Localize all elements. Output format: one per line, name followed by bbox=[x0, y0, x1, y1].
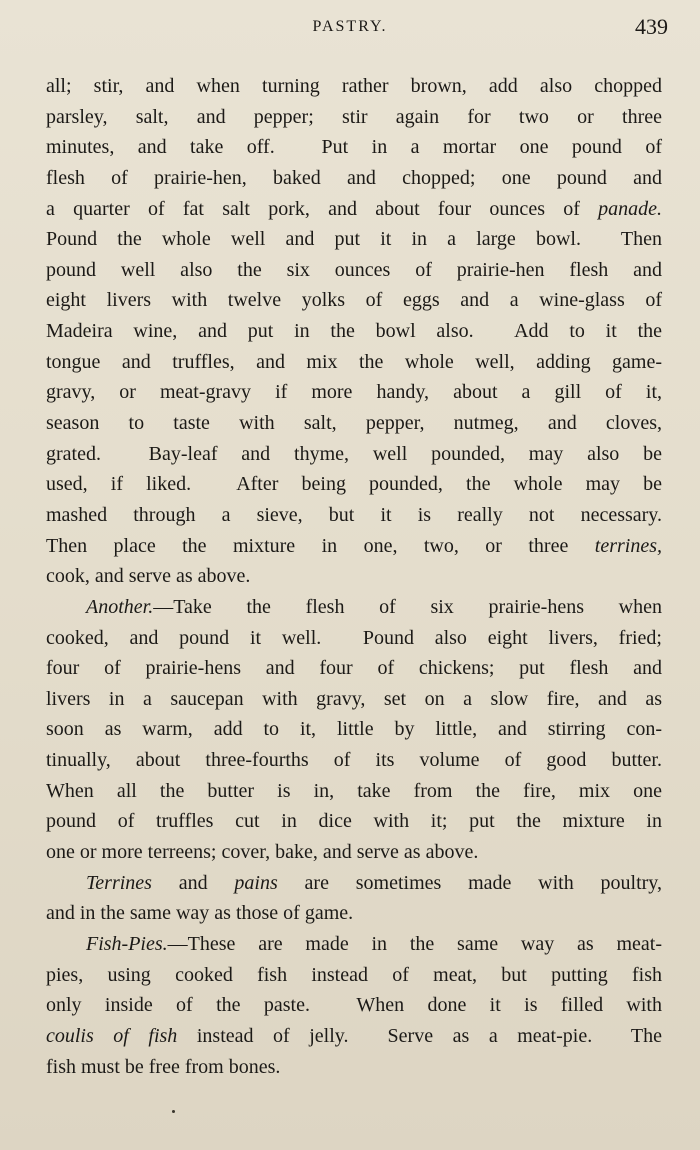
text-line bbox=[46, 960, 662, 991]
text-segment: and bbox=[151, 871, 235, 894]
text-segment: Pound the whole well and put it in a large bowl. Then bbox=[46, 228, 662, 251]
italic-text: terrines, bbox=[594, 534, 662, 557]
italic-text: pains bbox=[234, 871, 278, 894]
text-segment: eight livers with twelve yolks of eggs and a wine-glass of bbox=[46, 289, 662, 312]
text-segment: are sometimes made with poultry, bbox=[277, 871, 662, 894]
text-line bbox=[46, 347, 662, 378]
text-line bbox=[46, 837, 662, 868]
text-line bbox=[46, 408, 662, 439]
text-line bbox=[46, 163, 662, 194]
text-segment: livers in a saucepan with gravy, set on a slow fire, and as bbox=[46, 687, 662, 710]
paper-speck bbox=[172, 1110, 175, 1113]
text-segment: flesh of prairie-hen, baked and chopped; one pound and bbox=[46, 166, 662, 189]
text-line bbox=[46, 745, 662, 776]
text-line bbox=[46, 316, 662, 347]
text-segment: used, if liked. After being pounded, the whole may be bbox=[46, 473, 662, 496]
text-line bbox=[46, 469, 662, 500]
text-segment: all; stir, and when turning rather brown, add also chopped bbox=[46, 75, 662, 97]
text-segment: —Take the flesh of six prairie-hens when bbox=[153, 595, 662, 618]
text-line bbox=[46, 898, 662, 929]
text-line bbox=[46, 439, 662, 470]
italic-text: coulis of fish bbox=[46, 1024, 178, 1047]
running-head: PASTRY. bbox=[312, 18, 388, 35]
text-line bbox=[46, 71, 662, 102]
text-segment: pies, using cooked fish instead of meat, but putting fish bbox=[46, 963, 662, 986]
text-segment: cooked, and pound it well. Pound also eight livers, fried; bbox=[46, 626, 662, 649]
italic-text: Terrines bbox=[86, 871, 152, 894]
text-line bbox=[46, 531, 662, 562]
text-line bbox=[46, 623, 662, 654]
text-segment: parsley, salt, and pepper; stir again for two or three bbox=[46, 105, 662, 128]
text-segment: mashed through a sieve, but it is really not necessary. bbox=[46, 503, 662, 526]
text-segment: Madeira wine, and put in the bowl also. Add to it the bbox=[46, 320, 662, 343]
text-line bbox=[46, 132, 662, 163]
text-segment: When all the butter is in, take from the fire, mix one bbox=[46, 779, 662, 802]
text-line bbox=[46, 684, 662, 715]
text-segment: Then place the mixture in one, two, or three bbox=[46, 534, 595, 557]
text-segment: —These are made in the same way as meat- bbox=[167, 932, 662, 955]
text-segment: fish must be free from bones. bbox=[46, 1055, 281, 1078]
italic-text: Fish-Pies. bbox=[86, 932, 168, 955]
text-line bbox=[46, 194, 662, 225]
text-line bbox=[46, 776, 662, 807]
text-segment: grated. Bay-leaf and thyme, well pounded, may also be bbox=[46, 442, 662, 465]
text-segment: one or more terreens; cover, bake, and serve as above. bbox=[46, 841, 479, 864]
text-line bbox=[46, 1052, 662, 1083]
italic-text: Another. bbox=[86, 595, 154, 618]
text-line bbox=[46, 929, 662, 960]
text-segment: gravy, or meat-gravy if more handy, about a gill of it, bbox=[46, 381, 662, 404]
text-segment: four of prairie-hens and four of chickens; put flesh and bbox=[46, 657, 662, 680]
text-line bbox=[46, 714, 662, 745]
text-segment: tinually, about three-fourths of its volume of good butter. bbox=[46, 749, 662, 772]
text-segment: a quarter of fat salt pork, and about four ounces of bbox=[46, 197, 599, 220]
text-segment: pound of truffles cut in dice with it; put the mixture in bbox=[46, 810, 662, 833]
text-line bbox=[46, 868, 662, 899]
text-segment: and in the same way as those of game. bbox=[46, 902, 354, 925]
text-segment: instead of jelly. Serve as a meat-pie. The bbox=[177, 1024, 663, 1047]
text-line bbox=[46, 285, 662, 316]
text-segment: pound well also the six ounces of prairie-hen flesh and bbox=[46, 258, 662, 281]
text-segment: soon as warm, add to it, little by little, and stirring con- bbox=[46, 718, 662, 741]
text-line bbox=[46, 1021, 662, 1052]
text-line bbox=[46, 592, 662, 623]
text-segment: season to taste with salt, pepper, nutmeg, and cloves, bbox=[46, 412, 662, 435]
text-line bbox=[46, 500, 662, 531]
text-segment: tongue and truffles, and mix the whole well, adding game- bbox=[46, 350, 662, 373]
text-line bbox=[46, 561, 662, 592]
page-header bbox=[0, 14, 700, 44]
text-line bbox=[46, 224, 662, 255]
text-segment: cook, and serve as above. bbox=[46, 565, 251, 588]
text-line bbox=[46, 377, 662, 408]
text-line bbox=[46, 806, 662, 837]
text-line bbox=[46, 653, 662, 684]
text-segment: only inside of the paste. When done it is filled with bbox=[46, 994, 662, 1017]
body-text bbox=[46, 71, 662, 1082]
text-line bbox=[46, 255, 662, 286]
italic-text: panade. bbox=[598, 197, 662, 220]
text-line bbox=[46, 102, 662, 133]
page-number: 439 bbox=[635, 14, 668, 39]
text-segment: minutes, and take off. Put in a mortar one pound of bbox=[46, 136, 662, 159]
text-line bbox=[46, 990, 662, 1021]
